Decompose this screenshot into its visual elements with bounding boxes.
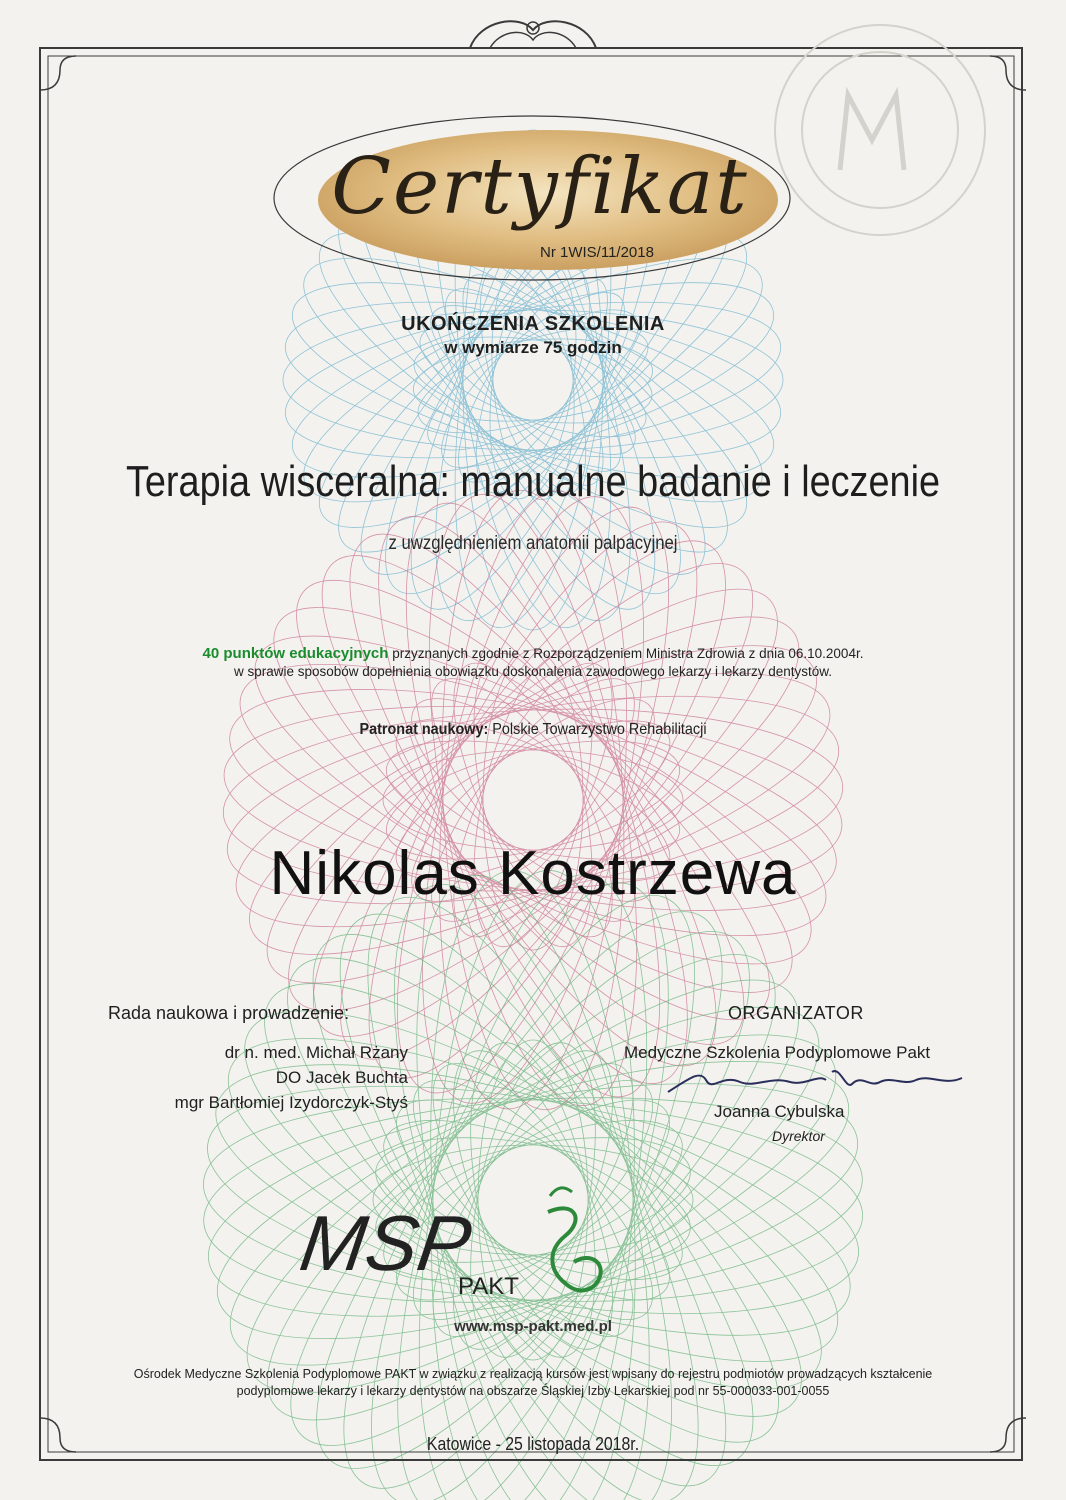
- footer-line: Ośrodek Medyczne Szkolenia Podyplomowe PAKT w związku z realizacją kursów jest wpisany do rejestru podmiotów prowadzących kształcenie: [133, 1367, 933, 1381]
- recipient-name: Nikolas Kostrzewa: [269, 839, 797, 908]
- patronat-line: [53, 721, 1012, 739]
- certificate-title: Certyfikat: [331, 142, 749, 232]
- footer-line: podyplomowe lekarzy i lekarzy dentystów na obszarze Śląskiej Izby Lekarskiej pod nr 55-000033-001-0055: [236, 1384, 830, 1398]
- director-name: Joanna Cybulska: [714, 1102, 845, 1121]
- points-line: [0, 645, 1066, 662]
- points-line-2: w sprawie sposobów dopełnienia obowiązku doskonalenia zawodowego lekarzy i lekarzy dentystów.: [233, 664, 833, 679]
- organizer-name: Medyczne Szkolenia Podyplomowe Pakt: [624, 1043, 931, 1062]
- course-subtitle: z uwzględnieniem anatomii palpacyjnej: [388, 533, 678, 554]
- director-role: Dyrektor: [772, 1128, 825, 1144]
- issue-date: Katowice - 25 listopada 2018r.: [426, 1434, 640, 1454]
- organizer-heading: ORGANIZATOR: [728, 1003, 864, 1023]
- points-text: przyznanych zgodnie z Rozporządzeniem Ministra Zdrowia z dnia 06.10.2004r.: [392, 646, 864, 661]
- council-member: mgr Bartłomiej Izydorczyk-Styś: [174, 1093, 408, 1112]
- svg-text:PAKT: PAKT: [458, 1273, 519, 1300]
- council-member: DO Jacek Buchta: [275, 1068, 408, 1087]
- footer-note: [60, 1366, 1006, 1400]
- patronat-value: Polskie Towarzystwo Rehabilitacji: [492, 721, 707, 738]
- points-bold: 40 punktów edukacyjnych: [202, 645, 389, 662]
- website: www.msp-pakt.med.pl: [454, 1318, 612, 1335]
- svg-text:MSP: MSP: [295, 1199, 477, 1287]
- council-heading: Rada naukowa i prowadzenie:: [108, 1003, 350, 1023]
- council-members: [175, 1040, 408, 1115]
- msp-pakt-logo: [295, 1188, 601, 1300]
- completion-heading: UKOŃCZENIA SZKOLENIA: [401, 313, 665, 335]
- course-title: Terapia wisceralna: manualne badanie i leczenie: [125, 457, 941, 506]
- signature: [668, 1071, 962, 1092]
- council-member: dr n. med. Michał Rżany: [224, 1043, 408, 1062]
- certificate-number: Nr 1WIS/11/2018: [540, 244, 654, 261]
- hours-text: w wymiarze 75 godzin: [444, 338, 622, 357]
- patronat-label: Patronat naukowy:: [359, 721, 489, 738]
